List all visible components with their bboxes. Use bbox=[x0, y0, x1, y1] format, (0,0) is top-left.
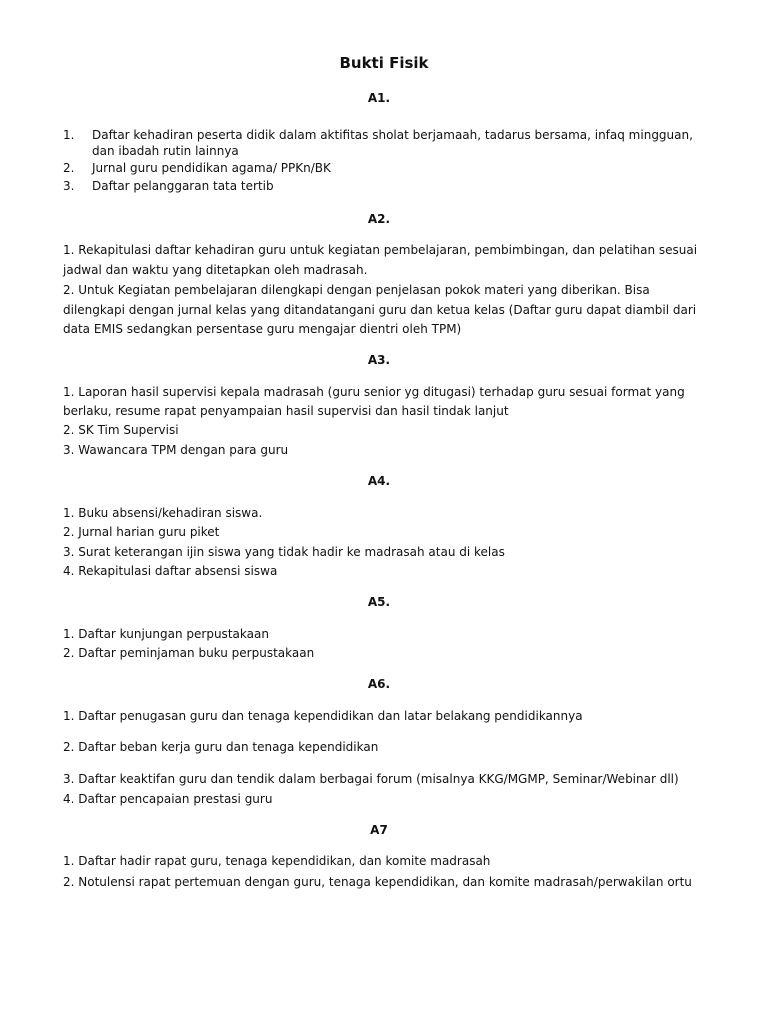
paragraph-line: 2. Daftar beban kerja guru dan tenaga kependidikan bbox=[63, 740, 379, 754]
paragraph-line: 1. Rekapitulasi daftar kehadiran guru untuk kegiatan pembelajaran, pembimbingan, dan pelatihan sesuai bbox=[63, 243, 698, 257]
paragraph-line: 1. Daftar hadir rapat guru, tenaga kependidikan, dan komite madrasah bbox=[63, 854, 491, 868]
paragraph-line: 4. Daftar pencapaian prestasi guru bbox=[63, 792, 273, 806]
paragraph-line: berlaku, resume rapat penyampaian hasil supervisi dan hasil tindak lanjut bbox=[63, 404, 509, 418]
paragraph-line: 2. Untuk Kegiatan pembelajaran dilengkapi dengan penjelasan pokok materi yang diberikan. Bisa bbox=[63, 283, 650, 297]
list-item-text: Jurnal guru pendidikan agama/ PPKn/BK bbox=[92, 161, 331, 175]
paragraph-line: 1. Laporan hasil supervisi kepala madrasah (guru senior yg ditugasi) terhadap guru sesuai format yang bbox=[63, 385, 685, 399]
paragraph-line: 2. SK Tim Supervisi bbox=[63, 423, 179, 437]
paragraph-line: 3. Daftar keaktifan guru dan tendik dalam berbagai forum (misalnya KKG/MGMP, Seminar/Webinar dll) bbox=[63, 772, 679, 786]
section-heading-a1: A1. bbox=[367, 91, 391, 105]
paragraph-line: dilengkapi dengan jurnal kelas yang ditandatangani guru dan ketua kelas (Daftar guru dapat diambil dari bbox=[63, 303, 697, 317]
paragraph-line: jadwal dan waktu yang ditetapkan oleh madrasah. bbox=[63, 263, 368, 277]
paragraph-line: 1. Buku absensi/kehadiran siswa. bbox=[63, 506, 263, 520]
list-item-text: dan ibadah rutin lainnya bbox=[92, 144, 239, 158]
paragraph-line: 1. Daftar penugasan guru dan tenaga kependidikan dan latar belakang pendidikannya bbox=[63, 709, 583, 723]
paragraph-line: 1. Daftar kunjungan perpustakaan bbox=[63, 627, 269, 641]
section-heading-a6: A6. bbox=[367, 677, 391, 691]
paragraph-line: 3. Wawancara TPM dengan para guru bbox=[63, 443, 289, 457]
list-item-number: 3. bbox=[63, 179, 75, 193]
list-item-text: Daftar kehadiran peserta didik dalam aktifitas sholat berjamaah, tadarus bersama, infaq mingguan, bbox=[92, 128, 693, 142]
paragraph-line: 3. Surat keterangan ijin siswa yang tidak hadir ke madrasah atau di kelas bbox=[63, 545, 505, 559]
section-heading-a5: A5. bbox=[367, 595, 391, 609]
list-item-text: Daftar pelanggaran tata tertib bbox=[92, 179, 274, 193]
section-heading-a4: A4. bbox=[367, 474, 391, 488]
paragraph-line: 2. Notulensi rapat pertemuan dengan guru, tenaga kependidikan, dan komite madrasah/perwakilan ortu bbox=[63, 875, 692, 889]
section-heading-a2: A2. bbox=[367, 212, 391, 226]
section-heading-a3: A3. bbox=[367, 353, 391, 367]
paragraph-line: 4. Rekapitulasi daftar absensi siswa bbox=[63, 564, 278, 578]
paragraph-line: 2. Jurnal harian guru piket bbox=[63, 525, 220, 539]
section-heading-a7: A7 bbox=[370, 823, 388, 837]
document-title: Bukti Fisik bbox=[339, 54, 429, 72]
paragraph-line: 2. Daftar peminjaman buku perpustakaan bbox=[63, 646, 315, 660]
paragraph-line: data EMIS sedangkan persentase guru mengajar dientri oleh TPM) bbox=[63, 322, 462, 336]
list-item-number: 2. bbox=[63, 161, 75, 175]
list-item-number: 1. bbox=[63, 128, 75, 142]
